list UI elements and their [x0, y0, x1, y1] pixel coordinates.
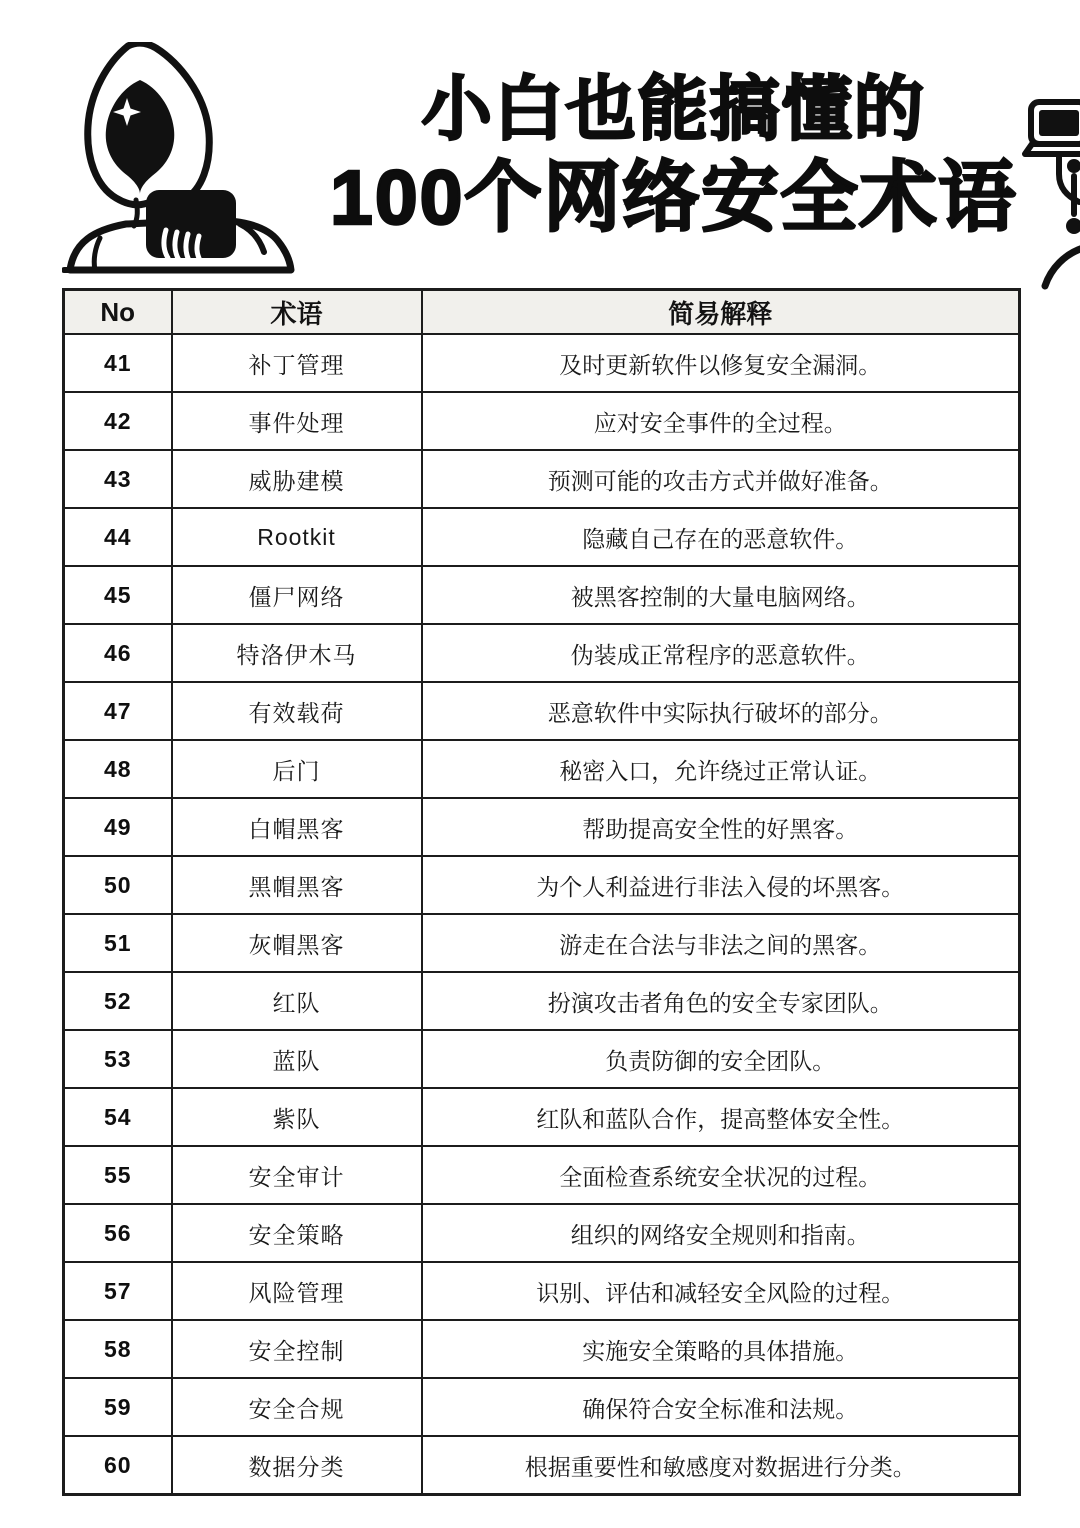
cell-explanation: 伪装成正常程序的恶意软件。 — [422, 624, 1020, 682]
table-row — [64, 1262, 1020, 1320]
table-row — [64, 1146, 1020, 1204]
table-row — [64, 1030, 1020, 1088]
cell-term: 事件处理 — [172, 392, 422, 450]
cell-term: 特洛伊木马 — [172, 624, 422, 682]
cell-no: 47 — [64, 682, 172, 740]
cell-explanation: 扮演攻击者角色的安全专家团队。 — [422, 972, 1020, 1030]
cell-term: 安全审计 — [172, 1146, 422, 1204]
cell-no: 44 — [64, 508, 172, 566]
cell-explanation: 根据重要性和敏感度对数据进行分类。 — [422, 1436, 1020, 1495]
hacker-laptop-illustration — [62, 42, 330, 292]
cell-explanation: 组织的网络安全规则和指南。 — [422, 1204, 1020, 1262]
cell-no: 55 — [64, 1146, 172, 1204]
cell-no: 51 — [64, 914, 172, 972]
table-row — [64, 1088, 1020, 1146]
cell-no: 45 — [64, 566, 172, 624]
cell-no: 54 — [64, 1088, 172, 1146]
cell-term: 补丁管理 — [172, 334, 422, 392]
cell-explanation: 秘密入口，允许绕过正常认证。 — [422, 740, 1020, 798]
cell-explanation: 负责防御的安全团队。 — [422, 1030, 1020, 1088]
cell-term: 安全合规 — [172, 1378, 422, 1436]
hacker-laptop-icon — [62, 42, 330, 292]
hacker-network-icon — [1017, 22, 1080, 292]
table-row — [64, 1320, 1020, 1378]
table-row — [64, 450, 1020, 508]
header-section — [0, 0, 1080, 288]
cell-term: 红队 — [172, 972, 422, 1030]
cell-no: 49 — [64, 798, 172, 856]
table-row — [64, 740, 1020, 798]
cell-no: 53 — [64, 1030, 172, 1088]
cell-explanation: 预测可能的攻击方式并做好准备。 — [422, 450, 1020, 508]
cell-explanation: 隐藏自己存在的恶意软件。 — [422, 508, 1020, 566]
cell-term: 安全控制 — [172, 1320, 422, 1378]
cell-term: 后门 — [172, 740, 422, 798]
cell-no: 56 — [64, 1204, 172, 1262]
column-header-explanation: 简易解释 — [422, 290, 1020, 335]
table-row — [64, 856, 1020, 914]
cell-explanation: 红队和蓝队合作，提高整体安全性。 — [422, 1088, 1020, 1146]
cell-explanation: 帮助提高安全性的好黑客。 — [422, 798, 1020, 856]
cell-no: 42 — [64, 392, 172, 450]
cell-term: Rootkit — [172, 508, 422, 566]
cell-term: 紫队 — [172, 1088, 422, 1146]
cell-explanation: 及时更新软件以修复安全漏洞。 — [422, 334, 1020, 392]
cell-no: 46 — [64, 624, 172, 682]
table-header-row — [64, 290, 1020, 335]
page-title — [330, 0, 1018, 241]
table-row — [64, 1436, 1020, 1495]
cell-term: 风险管理 — [172, 1262, 422, 1320]
cell-term: 黑帽黑客 — [172, 856, 422, 914]
table-row — [64, 508, 1020, 566]
cell-term: 威胁建模 — [172, 450, 422, 508]
cell-explanation: 为个人利益进行非法入侵的坏黑客。 — [422, 856, 1020, 914]
cell-no: 41 — [64, 334, 172, 392]
cell-no: 48 — [64, 740, 172, 798]
cell-no: 58 — [64, 1320, 172, 1378]
cell-term: 安全策略 — [172, 1204, 422, 1262]
cell-no: 50 — [64, 856, 172, 914]
table-row — [64, 566, 1020, 624]
cell-no: 57 — [64, 1262, 172, 1320]
table-row — [64, 914, 1020, 972]
table-row — [64, 624, 1020, 682]
cell-explanation: 恶意软件中实际执行破坏的部分。 — [422, 682, 1020, 740]
table-row — [64, 1204, 1020, 1262]
cell-explanation: 游走在合法与非法之间的黑客。 — [422, 914, 1020, 972]
cell-no: 52 — [64, 972, 172, 1030]
cell-explanation: 实施安全策略的具体措施。 — [422, 1320, 1020, 1378]
cell-no: 60 — [64, 1436, 172, 1495]
column-header-no: No — [64, 290, 172, 335]
cell-term: 僵尸网络 — [172, 566, 422, 624]
cell-explanation: 应对安全事件的全过程。 — [422, 392, 1020, 450]
cell-explanation: 识别、评估和减轻安全风险的过程。 — [422, 1262, 1020, 1320]
terms-table — [62, 288, 1021, 1496]
cell-no: 43 — [64, 450, 172, 508]
monitor-icon — [1025, 102, 1080, 154]
table-row — [64, 1378, 1020, 1436]
cell-term: 白帽黑客 — [172, 798, 422, 856]
cell-explanation: 被黑客控制的大量电脑网络。 — [422, 566, 1020, 624]
cell-no: 59 — [64, 1378, 172, 1436]
table-row — [64, 798, 1020, 856]
table-row — [64, 972, 1020, 1030]
table-row — [64, 682, 1020, 740]
cell-term: 蓝队 — [172, 1030, 422, 1088]
cell-term: 数据分类 — [172, 1436, 422, 1495]
column-header-term: 术语 — [172, 290, 422, 335]
cell-explanation: 全面检查系统安全状况的过程。 — [422, 1146, 1020, 1204]
hacker-network-illustration — [1017, 22, 1080, 292]
cell-explanation: 确保符合安全标准和法规。 — [422, 1378, 1020, 1436]
cell-term: 灰帽黑客 — [172, 914, 422, 972]
title-line-1: 小白也能搞懂的 — [421, 70, 926, 148]
table-row — [64, 392, 1020, 450]
table-row — [64, 334, 1020, 392]
terms-table-body — [64, 334, 1020, 1495]
cell-term: 有效载荷 — [172, 682, 422, 740]
title-line-2: 100个网络安全术语 — [330, 155, 1018, 241]
